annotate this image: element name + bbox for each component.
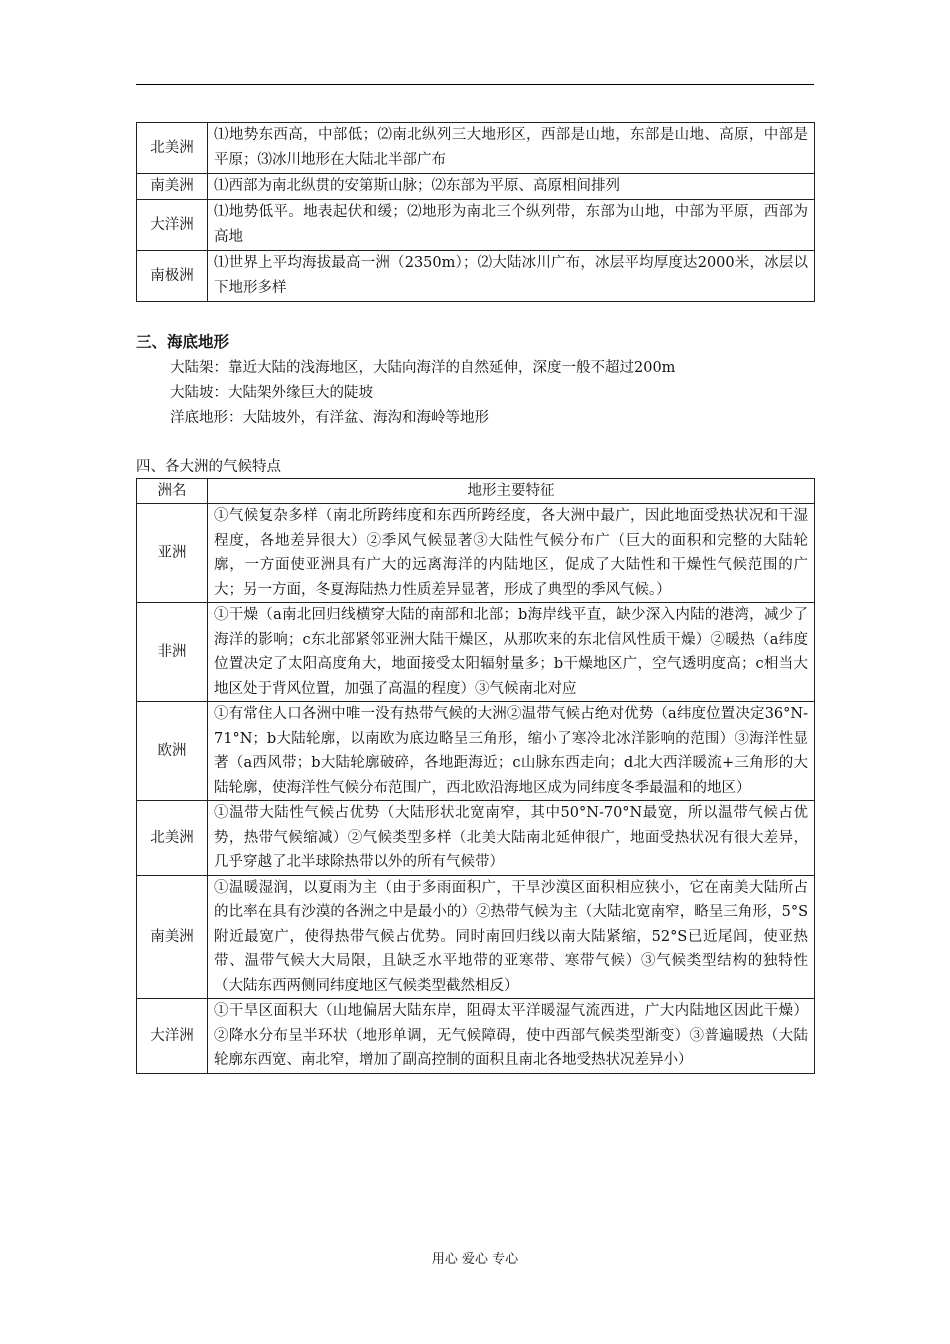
terrain-feature: ⑴世界上平均海拔最高一洲（2350m）；⑵大陆冰川广布，冰层平均厚度达2000米，冰层以下地形多样 [208, 251, 815, 302]
table-row [137, 999, 815, 1074]
table-row [137, 200, 815, 251]
climate-feature: ①干旱区面积大（山地偏居大陆东岸，阻碍太平洋暖湿气流西进，广大内陆地区因此干燥）②降水分布呈半环状（地形单调，无气候障碍，使中西部气候类型渐变）③普遍暖热（大陆轮廓东西宽、南北窄，增加了副高控制的面积且南北各地受热状况差异小） [208, 999, 815, 1074]
table-row [137, 123, 815, 174]
continent-name: 南美洲 [137, 875, 208, 999]
continent-name: 亚洲 [137, 504, 208, 603]
definition-continental-shelf: 大陆架：靠近大陆的浅海地区，大陆向海洋的自然延伸，深度一般不超过200m [170, 360, 676, 376]
column-header-name: 洲名 [137, 479, 208, 504]
terrain-feature: ⑴地势低平。地表起伏和缓；⑵地形为南北三个纵列带，东部为山地，中部为平原，西部为高地 [208, 200, 815, 251]
climate-feature: ①气候复杂多样（南北所跨纬度和东西所跨经度，各大洲中最广，因此地面受热状况和干湿程度，各地差异很大）②季风气候显著③大陆性气候分布广（巨大的面积和完整的大陆轮廓，一方面使亚洲具有广大的远离海洋的内陆地区，促成了大陆性和干燥性气候范围的广大；另一方面，冬夏海陆热力性质差异显著，形成了典型的季风气候。） [208, 504, 815, 603]
continent-name: 大洋洲 [137, 999, 208, 1074]
terrain-feature: ⑴地势东西高，中部低；⑵南北纵列三大地形区，西部是山地，东部是山地、高原，中部是平原；⑶冰川地形在大陆北半部广布 [208, 123, 815, 174]
section-title-seafloor: 三、海底地形 [136, 333, 230, 351]
table-row [137, 702, 815, 801]
continent-name: 南美洲 [137, 174, 208, 200]
header-rule [136, 84, 814, 85]
table-row [137, 174, 815, 200]
climate-feature: ①温暖湿润，以夏雨为主（由于多雨面积广，干旱沙漠区面积相应狭小，它在南美大陆所占的比率在具有沙漠的各洲之中是最小的）②热带气候为主（大陆北宽南窄，略呈三角形，5°S附近最宽广，使得热带气候占优势。同时南回归线以南大陆紧缩，52°S已近尾闾，使亚热带、温带气候大大局限，且缺乏水平地带的亚寒带、寒带气候）③气候类型结构的独特性（大陆东西两侧同纬度地区气候类型截然相反） [208, 875, 815, 999]
table-row [137, 603, 815, 702]
column-header-feature: 地形主要特征 [208, 479, 815, 504]
page-footer: 用心 爱心 专心 [431, 1252, 519, 1267]
terrain-feature: ⑴西部为南北纵贯的安第斯山脉；⑵东部为平原、高原相间排列 [208, 174, 815, 200]
climate-table [136, 478, 815, 1074]
table-row [137, 801, 815, 876]
continent-name: 南极洲 [137, 251, 208, 302]
continent-name: 北美洲 [137, 123, 208, 174]
climate-feature: ①有常住人口各洲中唯一没有热带气候的大洲②温带气候占绝对优势（a纬度位置决定36°N-71°N；b大陆轮廓，以南欧为底边略呈三角形，缩小了寒冷北冰洋影响的范围）③海洋性显著（a西风带；b大陆轮廓破碎，各地距海近；c山脉东西走向；d北大西洋暖流+三角形的大陆轮廓，使海洋性气候分布范围广，西北欧沿海地区成为同纬度冬季最温和的地区） [208, 702, 815, 801]
continent-name: 非洲 [137, 603, 208, 702]
terrain-table [136, 122, 815, 302]
table-row [137, 251, 815, 302]
definition-ocean-floor: 洋底地形：大陆坡外，有洋盆、海沟和海岭等地形 [170, 410, 489, 426]
continent-name: 欧洲 [137, 702, 208, 801]
continent-name: 大洋洲 [137, 200, 208, 251]
table-header-row [137, 479, 815, 504]
section-title-climate: 四、各大洲的气候特点 [136, 459, 281, 475]
table-row [137, 875, 815, 999]
table-row [137, 504, 815, 603]
definition-continental-slope: 大陆坡：大陆架外缘巨大的陡坡 [170, 385, 373, 401]
continent-name: 北美洲 [137, 801, 208, 876]
climate-feature: ①温带大陆性气候占优势（大陆形状北宽南窄，其中50°N-70°N最宽，所以温带气候占优势，热带气候缩减）②气候类型多样（北美大陆南北延伸很广，地面受热状况有很大差异，几乎穿越了北半球除热带以外的所有气候带） [208, 801, 815, 876]
climate-feature: ①干燥（a南北回归线横穿大陆的南部和北部；b海岸线平直，缺少深入内陆的港湾，减少了海洋的影响；c东北部紧邻亚洲大陆干燥区，从那吹来的东北信风性质干燥）②暖热（a纬度位置决定了太阳高度角大，地面接受太阳辐射量多；b干燥地区广，空气透明度高；c相当大地区处于背风位置，加强了高温的程度）③气候南北对应 [208, 603, 815, 702]
